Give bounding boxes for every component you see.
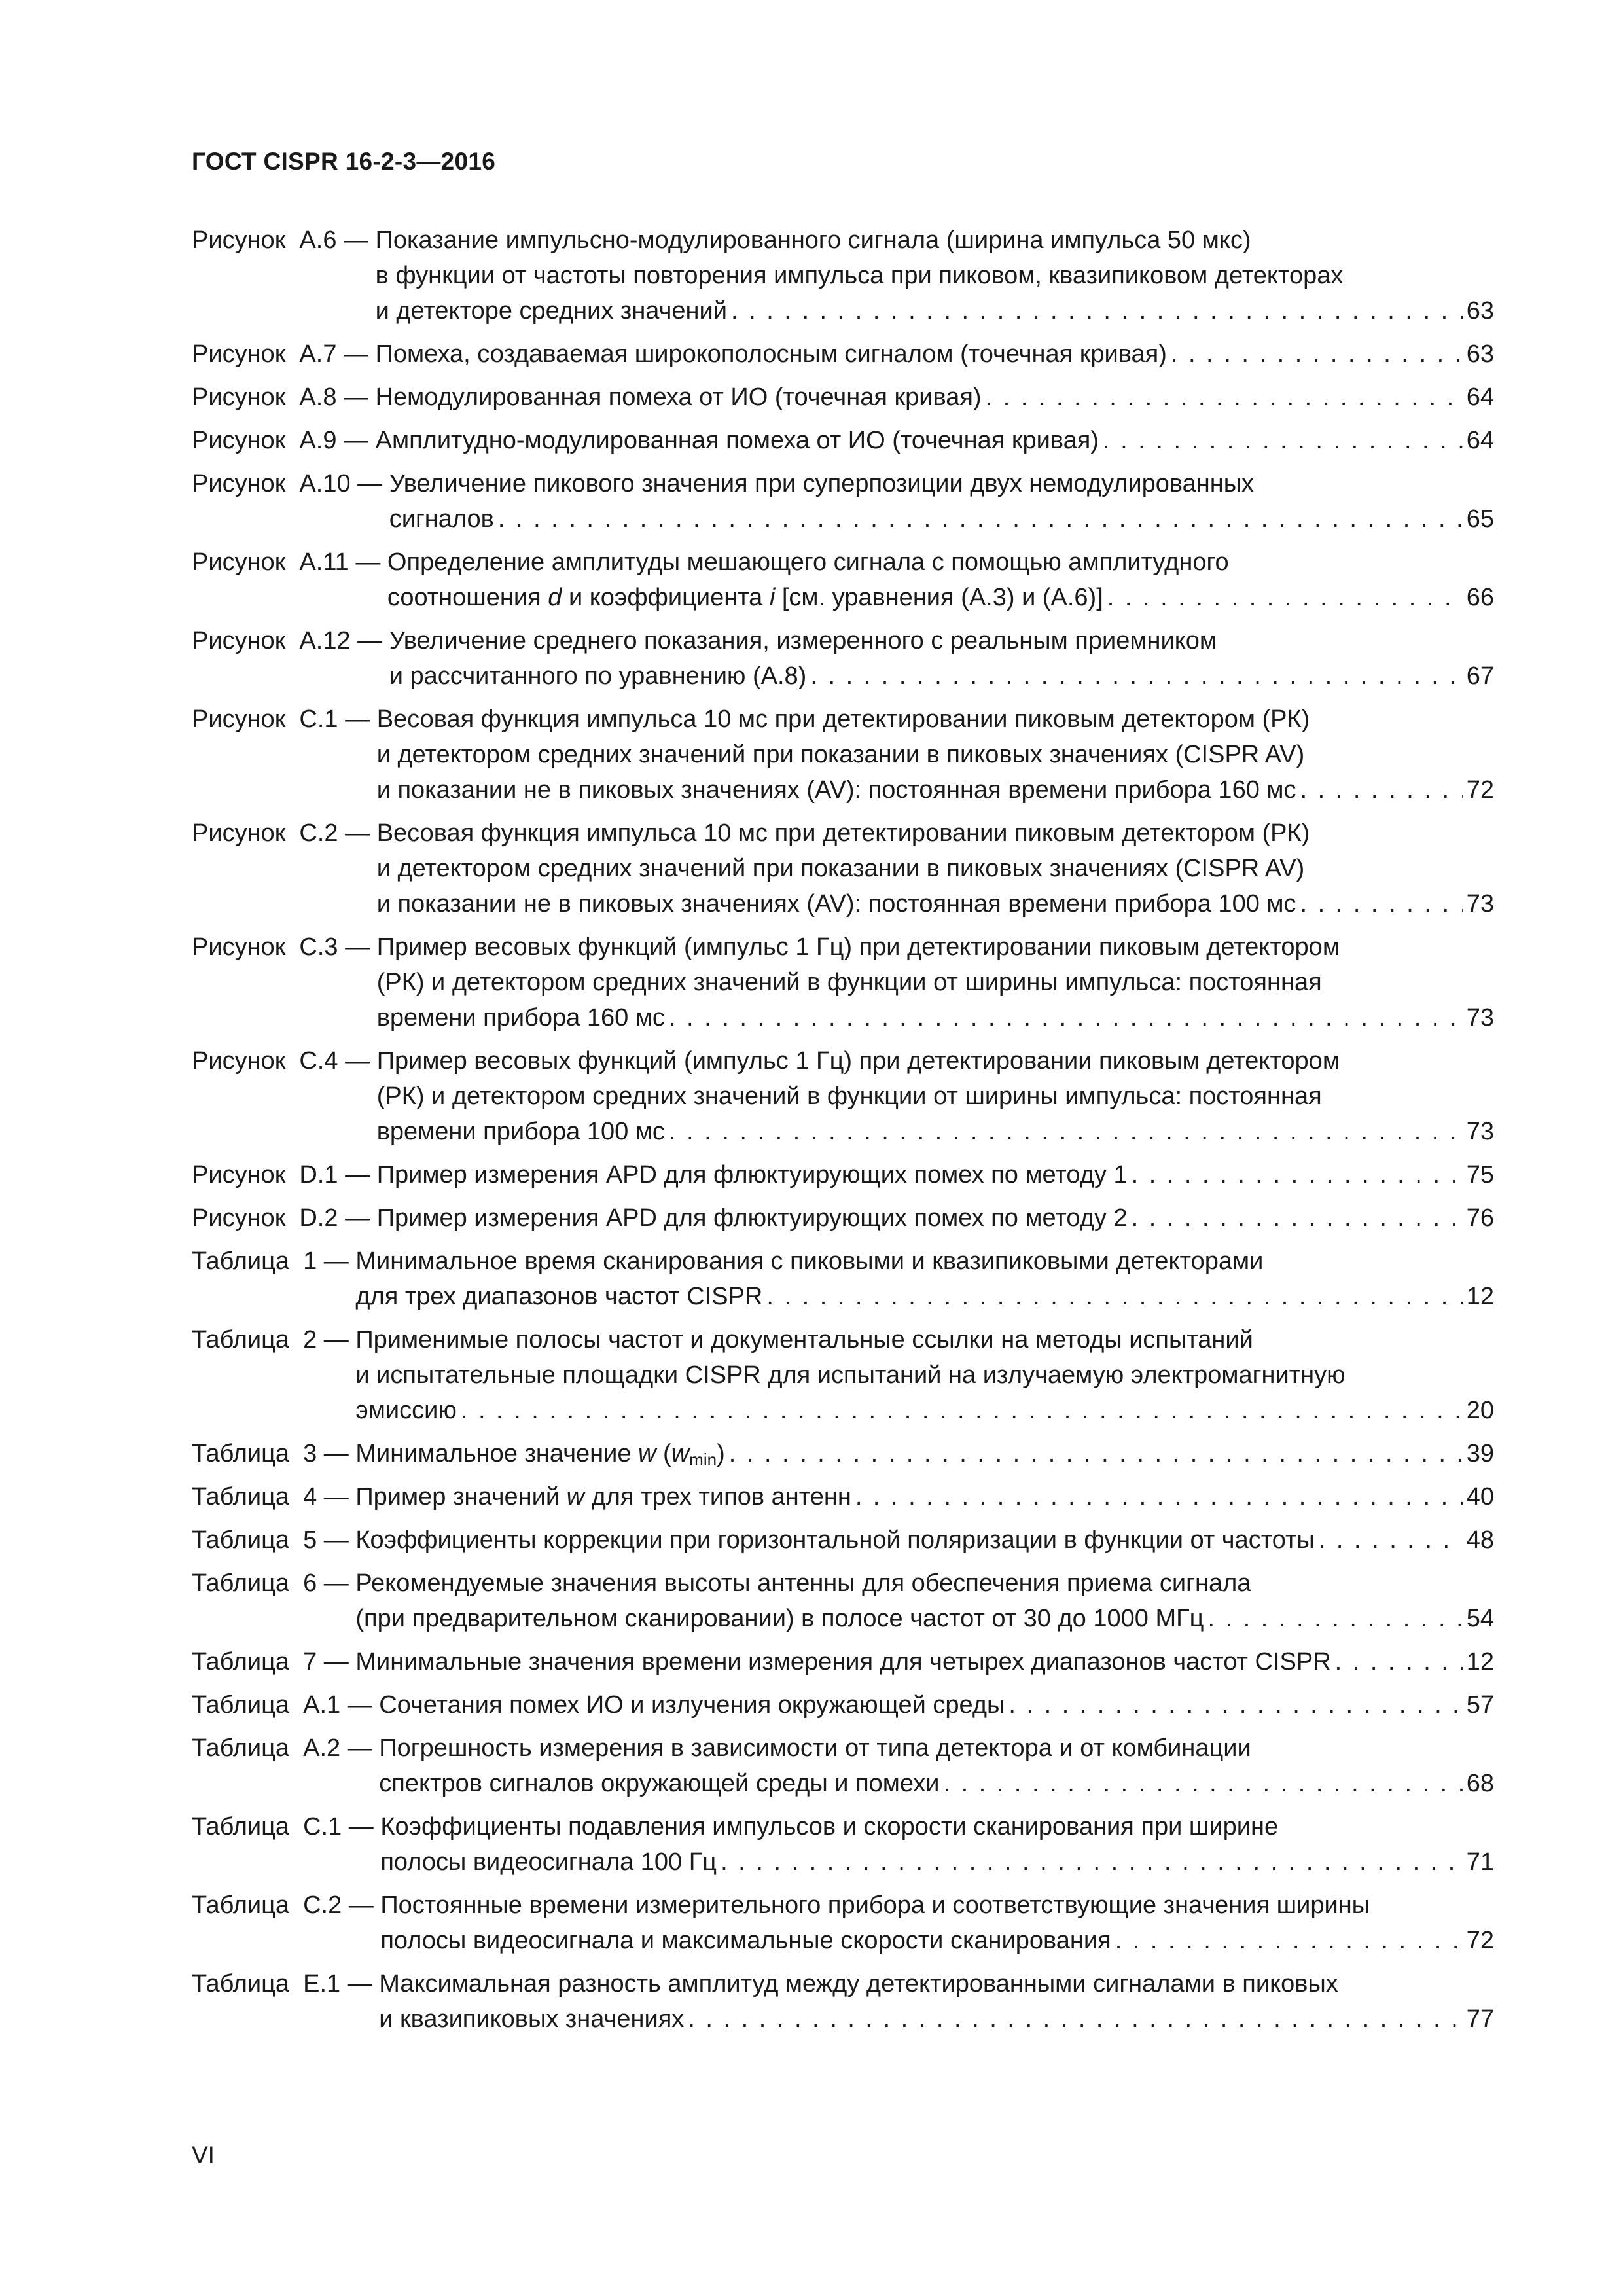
toc-entry-title-line: Амплитудно-модулированная помеха от ИО (точечная кривая) [375, 427, 1099, 454]
leader-dots [1300, 772, 1463, 808]
toc-entry-title-line: и детекторе средних значений [375, 297, 727, 325]
leader-dots [1008, 1687, 1462, 1723]
toc-entry-label: Рисунок А.10 — [192, 470, 389, 497]
document-header: ГОСТ CISPR 16-2-3—2016 [192, 148, 496, 175]
toc-entry[interactable] [192, 1566, 1494, 1636]
table-of-contents [192, 223, 1494, 2045]
toc-entry[interactable] [192, 1200, 1494, 1236]
toc-entry-title-line: и показании не в пиковых значениях (AV): постоянная времени прибора 160 мс [376, 776, 1296, 804]
leader-dots [688, 2001, 1462, 2037]
toc-entry-title-line: Пример измерения APD для флюктуирующих помех по методу 1 [376, 1161, 1128, 1189]
toc-entry-page: 76 [1466, 1204, 1494, 1232]
toc-entry[interactable] [192, 336, 1494, 372]
toc-entry-label: Рисунок С.2 — [192, 819, 377, 847]
toc-entry-title-line: и рассчитанного по уравнению (А.8) [389, 662, 807, 690]
leader-dots [498, 501, 1463, 537]
toc-entry[interactable] [192, 1809, 1494, 1880]
toc-entry-title-line: Немодулированная помеха от ИО (точечная кривая) [375, 384, 982, 411]
toc-entry-page: 73 [1466, 1118, 1494, 1145]
toc-entry-title-line: Помеха, создаваемая широкополосным сигналом (точечная кривая) [375, 340, 1167, 368]
toc-entry[interactable] [192, 1043, 1494, 1149]
toc-entry-page: 20 [1466, 1397, 1494, 1424]
toc-entry[interactable] [192, 1322, 1494, 1428]
toc-entry-label: Таблица А.1 — [192, 1691, 380, 1719]
toc-entry-page: 77 [1466, 2005, 1494, 2033]
toc-entry-title-line: Показание импульсно-модулированного сигнала (ширина импульса 50 мкс) [375, 226, 1251, 254]
toc-entry-page: 48 [1466, 1526, 1494, 1554]
toc-entry-label: Таблица 7 — [192, 1648, 356, 1676]
toc-entry-title-line: Коэффициенты коррекции при горизонтальной поляризации в функции от частоты [355, 1526, 1315, 1554]
toc-entry-page: 71 [1466, 1848, 1494, 1876]
toc-entry-label: Таблица С.1 — [192, 1813, 381, 1840]
leader-dots [1335, 1644, 1463, 1679]
toc-entry-title-line: Определение амплитуды мешающего сигнала с помощью амплитудного [387, 548, 1229, 576]
leader-dots [721, 1844, 1463, 1880]
toc-entry-title-line: Весовая функция импульса 10 мс при детектировании пиковым детектором (РК) [376, 706, 1310, 733]
toc-entry-label: Рисунок D.1 — [192, 1161, 377, 1189]
toc-entry-title-line: и квазипиковых значениях [379, 2005, 685, 2033]
leader-dots [943, 1766, 1462, 1801]
leader-dots [1115, 1923, 1463, 1958]
toc-entry-title-line: соотношения d и коэффициента i [см. уравнения (А.3) и (А.6)] [387, 584, 1103, 611]
toc-entry-title-line: Минимальные значения времени измерения для четырех диапазонов частот CISPR [355, 1648, 1331, 1676]
toc-entry[interactable] [192, 1888, 1494, 1958]
toc-entry-title-line: Постоянные времени измерительного прибора и соответствующие значения ширины [380, 1892, 1370, 1919]
toc-entry[interactable] [192, 380, 1494, 415]
leader-dots [986, 380, 1463, 415]
toc-entry[interactable] [192, 1479, 1494, 1515]
toc-entry-page: 72 [1466, 1927, 1494, 1954]
toc-entry[interactable] [192, 423, 1494, 458]
leader-dots [1300, 886, 1463, 922]
toc-entry-label: Таблица 1 — [192, 1247, 356, 1275]
leader-dots [855, 1479, 1463, 1515]
toc-entry-page: 73 [1466, 1004, 1494, 1031]
toc-entry-page: 75 [1466, 1161, 1494, 1189]
toc-entry-label: Рисунок А.12 — [192, 627, 389, 655]
toc-entry-label: Рисунок А.6 — [192, 226, 376, 254]
toc-entry-title-line: (РК) и детектором средних значений в функции от ширины импульса: постоянная [376, 1083, 1322, 1110]
toc-entry-title-line: Сочетания помех ИО и излучения окружающей среды [379, 1691, 1005, 1719]
toc-entry-label: Рисунок А.9 — [192, 427, 376, 454]
toc-entry[interactable] [192, 545, 1494, 615]
leader-dots [729, 1436, 1463, 1471]
toc-entry[interactable] [192, 1244, 1494, 1314]
leader-dots [461, 1393, 1463, 1428]
toc-entry-label: Рисунок С.1 — [192, 706, 377, 733]
toc-entry-title-line: времени прибора 100 мс [376, 1118, 665, 1145]
toc-entry[interactable] [192, 1687, 1494, 1723]
toc-entry-title-line: и показании не в пиковых значениях (AV): постоянная времени прибора 100 мс [376, 890, 1296, 918]
toc-entry-title-line: Весовая функция импульса 10 мс при детектировании пиковым детектором (РК) [376, 819, 1310, 847]
toc-entry-title-line: Пример значений w для трех типов антенн [355, 1483, 851, 1511]
toc-entry-title-line: для трех диапазонов частот CISPR [355, 1283, 763, 1310]
toc-entry[interactable] [192, 623, 1494, 694]
toc-entry-page: 72 [1466, 776, 1494, 804]
toc-entry-page: 12 [1466, 1648, 1494, 1676]
toc-entry-title-line: полосы видеосигнала 100 Гц [380, 1848, 717, 1876]
toc-entry-title-line: Минимальное значение w $(w_{min})$ [355, 1440, 725, 1469]
leader-dots [1171, 336, 1463, 372]
toc-entry-label: Таблица 6 — [192, 1570, 356, 1597]
toc-entry-label: Таблица А.2 — [192, 1734, 380, 1762]
leader-dots [1107, 580, 1463, 615]
toc-entry-title-line: спектров сигналов окружающей среды и помехи [379, 1770, 940, 1797]
toc-entry-page: 57 [1466, 1691, 1494, 1719]
toc-entry[interactable] [192, 1436, 1494, 1471]
toc-entry-label: Рисунок D.2 — [192, 1204, 377, 1232]
toc-entry[interactable] [192, 1522, 1494, 1558]
toc-entry[interactable] [192, 1644, 1494, 1679]
toc-entry-title-line: в функции от частоты повторения импульса при пиковом, квазипиковом детекторах [375, 262, 1344, 289]
toc-entry-page: 64 [1466, 384, 1494, 411]
toc-entry[interactable] [192, 223, 1494, 329]
toc-entry-page: 64 [1466, 427, 1494, 454]
toc-entry-page: 73 [1466, 890, 1494, 918]
toc-entry-title-line: Применимые полосы частот и документальные ссылки на методы испытаний [355, 1326, 1253, 1354]
toc-entry-label: Рисунок С.3 — [192, 933, 377, 961]
toc-entry-page: 63 [1466, 297, 1494, 325]
toc-entry-label: Таблица 4 — [192, 1483, 356, 1511]
toc-entry-page: 67 [1466, 662, 1494, 690]
toc-entry[interactable] [192, 1966, 1494, 2037]
toc-entry-label: Рисунок А.11 — [192, 548, 387, 576]
toc-entry-label: Рисунок А.8 — [192, 384, 376, 411]
leader-dots [1132, 1157, 1463, 1193]
toc-entry-label: Рисунок А.7 — [192, 340, 376, 368]
leader-dots [669, 1114, 1463, 1149]
toc-entry-title-line: Коэффициенты подавления импульсов и скорости сканирования при ширине [380, 1813, 1279, 1840]
toc-entry-title-line: Максимальная разность амплитуд между детектированными сигналами в пиковых [379, 1970, 1338, 1998]
toc-entry[interactable] [192, 816, 1494, 922]
toc-entry-label: Таблица Е.1 — [192, 1970, 380, 1998]
leader-dots [1103, 423, 1463, 458]
toc-entry-title-line: Пример весовых функций (импульс 1 Гц) при детектировании пиковым детектором [376, 1047, 1340, 1075]
toc-entry[interactable] [192, 929, 1494, 1035]
toc-entry-page: 54 [1466, 1605, 1494, 1632]
toc-entry-title-line: Увеличение среднего показания, измеренного с реальным приемником [389, 627, 1217, 655]
toc-entry[interactable] [192, 1157, 1494, 1193]
leader-dots [1132, 1200, 1463, 1236]
toc-entry-label: Рисунок С.4 — [192, 1047, 377, 1075]
leader-dots [766, 1279, 1462, 1314]
toc-entry[interactable] [192, 466, 1494, 537]
leader-dots [1207, 1601, 1462, 1636]
toc-entry-title-line: времени прибора 160 мс [376, 1004, 665, 1031]
toc-entry-title-line: Пример весовых функций (импульс 1 Гц) при детектировании пиковым детектором [376, 933, 1340, 961]
toc-entry[interactable] [192, 702, 1494, 808]
toc-entry-title-line: и детектором средних значений при показании в пиковых значениях (CISPR AV) [376, 741, 1305, 768]
toc-entry-page: 40 [1466, 1483, 1494, 1511]
toc-entry-title-line: (РК) и детектором средних значений в функции от ширины импульса: постоянная [376, 969, 1322, 996]
toc-entry-title-line: и детектором средних значений при показании в пиковых значениях (CISPR AV) [376, 855, 1305, 882]
toc-entry-title-line: (при предварительном сканировании) в полосе частот от 30 до 1000 МГц [355, 1605, 1204, 1632]
toc-entry-label: Таблица 3 — [192, 1440, 356, 1467]
toc-entry-page: 65 [1466, 505, 1494, 533]
toc-entry-title-line: сигналов [389, 505, 494, 533]
toc-entry-page: 63 [1466, 340, 1494, 368]
toc-entry-title-line: и испытательные площадки CISPR для испытаний на излучаемую электромагнитную [355, 1361, 1346, 1389]
toc-entry-label: Таблица 2 — [192, 1326, 356, 1354]
toc-entry-page: 66 [1466, 584, 1494, 611]
toc-entry-title-line: Минимальное время сканирования с пиковыми и квазипиковыми детекторами [355, 1247, 1264, 1275]
leader-dots [669, 1000, 1463, 1035]
leader-dots [1319, 1522, 1463, 1558]
page-number: VI [192, 2142, 215, 2168]
toc-entry-page: 12 [1466, 1283, 1494, 1310]
toc-entry-title-line: Погрешность измерения в зависимости от типа детектора и от комбинации [379, 1734, 1251, 1762]
toc-entry-label: Таблица 5 — [192, 1526, 356, 1554]
toc-entry-page: 39 [1466, 1440, 1494, 1467]
toc-entry-label: Таблица С.2 — [192, 1892, 381, 1919]
leader-dots [810, 658, 1462, 694]
toc-entry-title-line: эмиссию [355, 1397, 457, 1424]
leader-dots [731, 293, 1463, 329]
toc-entry[interactable] [192, 1731, 1494, 1801]
toc-entry-title-line: полосы видеосигнала и максимальные скорости сканирования [380, 1927, 1111, 1954]
toc-entry-title-line: Увеличение пикового значения при суперпозиции двух немодулированных [389, 470, 1255, 497]
toc-entry-title-line: Пример измерения APD для флюктуирующих помех по методу 2 [376, 1204, 1128, 1232]
toc-entry-page: 68 [1466, 1770, 1494, 1797]
toc-entry-title-line: Рекомендуемые значения высоты антенны для обеспечения приема сигнала [355, 1570, 1251, 1597]
